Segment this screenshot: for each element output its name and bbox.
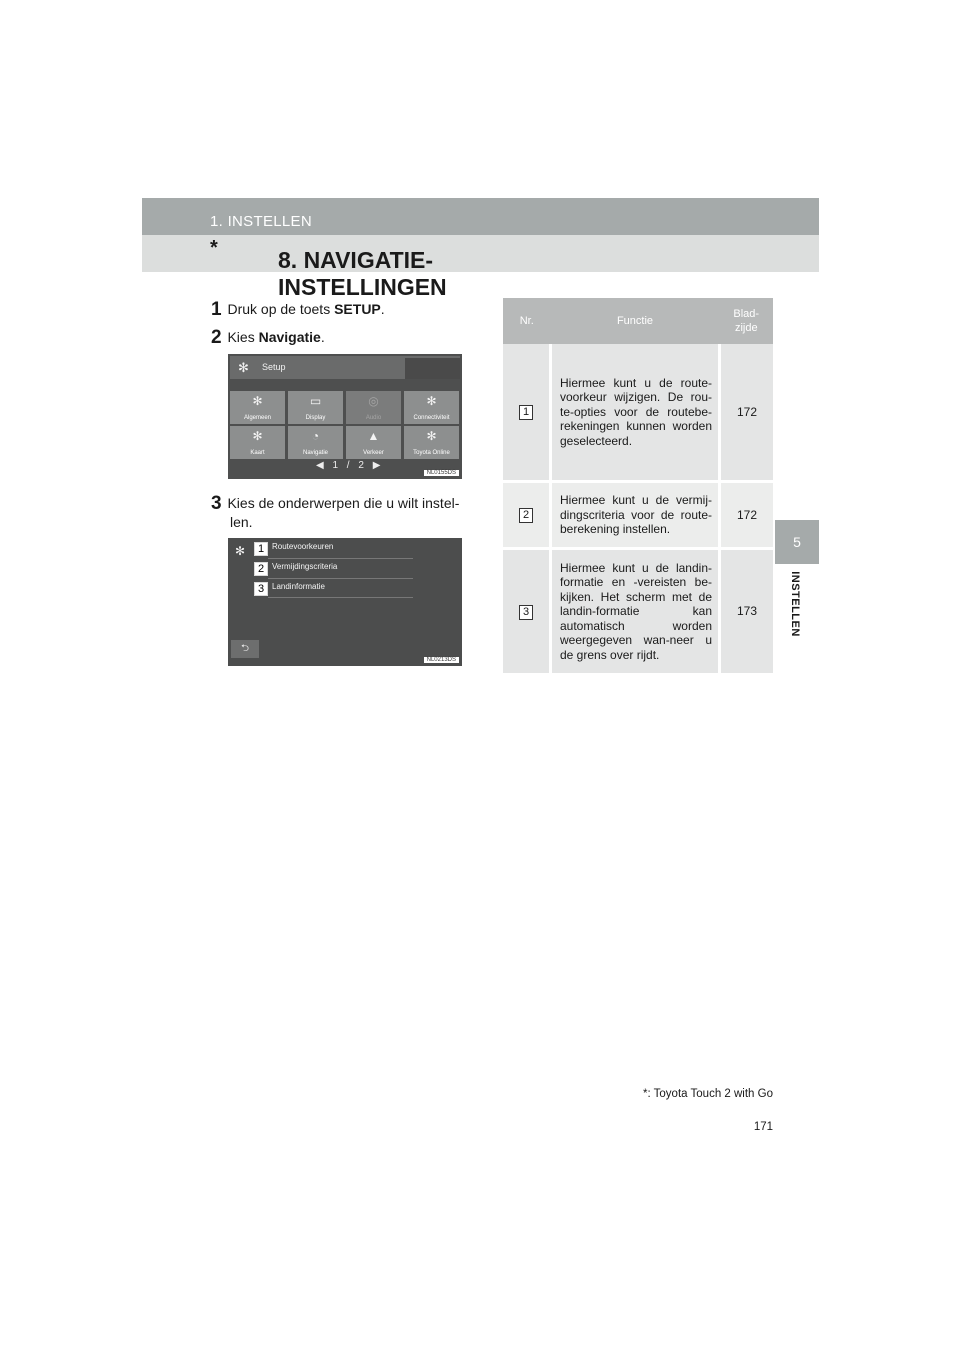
row-page: 173 <box>720 549 774 674</box>
section-footnote-mark: * <box>210 237 218 259</box>
step-number: 2 <box>211 327 222 348</box>
step-text: Druk op de toets <box>227 301 335 317</box>
map-gear-icon: ✻ <box>252 429 263 443</box>
divider <box>268 597 413 598</box>
table-header-row <box>503 298 773 344</box>
step-number: 1 <box>211 299 222 320</box>
setup-screen-image <box>228 354 462 479</box>
callout-number: 2 <box>519 508 533 523</box>
tile-label: Toyota Online <box>413 450 450 456</box>
traffic-icon: ▲ <box>367 429 380 443</box>
tile-navigatie[interactable] <box>288 426 343 459</box>
tile-toyota-online[interactable] <box>404 426 459 459</box>
callout-number: 3 <box>254 582 268 596</box>
tile-label: Audio <box>365 415 382 421</box>
tile-label: Algemeen <box>243 415 272 421</box>
chapter-header <box>142 198 819 235</box>
callout-number: 1 <box>254 542 268 556</box>
tile-kaart[interactable] <box>230 426 285 459</box>
table-row <box>503 344 773 482</box>
row-number <box>503 344 551 482</box>
section-title-text: 8. NAVIGATIE-INSTELLINGEN <box>278 247 447 300</box>
step-text: Kies <box>227 329 259 345</box>
row-function: Hiermee kunt u de landin-formatie en -vereisten be-kijken. Het scherm met de landin-formatie kan automatisch worden weergegeven wan-neer u de grens over rijdt. <box>551 549 720 674</box>
section-header <box>142 235 819 300</box>
table-row <box>503 549 773 674</box>
row-function: Hiermee kunt u de vermij-dingscriteria voor de route-berekening instellen. <box>551 482 720 549</box>
tile-display[interactable] <box>288 391 343 424</box>
divider <box>268 578 413 579</box>
display-icon: ▭ <box>309 394 322 408</box>
image-code: NL0155DS <box>424 470 459 476</box>
row-function: Hiermee kunt u de route-voorkeur wijzigen. De rou-te-opties voor de routebe-rekeningen kunnen worden geselecteerd. <box>551 344 720 482</box>
navigation-screen-image <box>228 538 462 666</box>
step-key: Navigatie <box>258 329 321 345</box>
callout-number: 2 <box>254 562 268 576</box>
header-nr: Nr. <box>503 298 551 344</box>
tile-verkeer[interactable] <box>346 426 401 459</box>
setup-title: Setup <box>262 362 286 372</box>
settings-gear-icon: ✻ <box>235 544 246 558</box>
step-text-cont: len. <box>230 514 253 530</box>
divider <box>268 558 413 559</box>
footnote: *: Toyota Touch 2 with Go <box>643 1088 773 1100</box>
callout-number: 1 <box>519 405 533 420</box>
menu-item-label: Landinformatie <box>272 582 325 591</box>
header-functie: Functie <box>551 298 720 344</box>
step-number: 3 <box>211 493 222 514</box>
step-key: SETUP <box>334 301 381 317</box>
tile-connectiviteit[interactable] <box>404 391 459 424</box>
row-number <box>503 549 551 674</box>
tile-label: Connectiviteit <box>413 415 450 421</box>
setup-title-bar <box>230 356 460 379</box>
audio-icon: ◎ <box>368 394 379 408</box>
table-row <box>503 482 773 549</box>
step-3 <box>211 492 473 530</box>
status-icons <box>405 358 460 379</box>
gear-icon: ✻ <box>252 394 263 408</box>
header-bladzijde: Blad- zijde <box>720 298 774 344</box>
step-punct: . <box>320 329 325 345</box>
image-code: NL0213DS <box>424 657 459 663</box>
row-number <box>503 482 551 549</box>
chapter-tab-label <box>786 572 806 642</box>
tile-label: Display <box>305 415 326 421</box>
tile-algemeen[interactable] <box>230 391 285 424</box>
online-icon: ✻ <box>426 429 437 443</box>
tile-label: Navigatie <box>302 450 328 456</box>
step-1 <box>211 298 385 320</box>
tile-audio[interactable] <box>346 391 401 424</box>
row-page: 172 <box>720 482 774 549</box>
tile-label: Kaart <box>250 450 265 456</box>
callout-number: 3 <box>519 605 533 620</box>
back-button[interactable]: ⮌ <box>231 640 259 658</box>
page-indicator[interactable]: ◀ 1 / 2 ▶ <box>316 460 384 471</box>
chapter-tab-label-text: INSTELLEN <box>788 571 801 637</box>
step-punct: . <box>380 301 385 317</box>
tile-label: Verkeer <box>363 450 384 456</box>
row-page: 172 <box>720 344 774 482</box>
settings-gear-icon: ✻ <box>238 360 249 375</box>
menu-item-label: Routevoorkeuren <box>272 542 334 551</box>
menu-item-label: Vermijdingscriteria <box>272 562 338 571</box>
chapter-tab-number: 5 <box>775 520 819 564</box>
function-table <box>503 298 773 673</box>
page-number: 171 <box>753 1121 773 1133</box>
navigation-icon: ◔ <box>311 429 320 443</box>
chapter-title: 1. INSTELLEN <box>210 213 312 230</box>
connectivity-icon: ✻ <box>426 394 437 408</box>
step-2 <box>211 326 325 348</box>
step-text: Kies de onderwerpen die u wilt instel- <box>227 495 460 511</box>
section-title <box>210 237 447 300</box>
